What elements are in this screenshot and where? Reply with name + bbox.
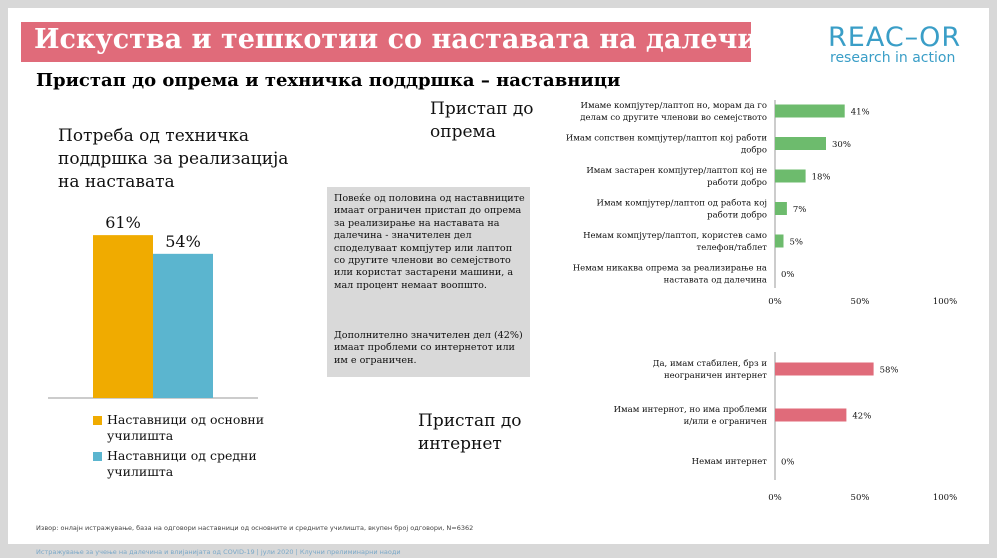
equipment-value-label-6: 0%: [781, 270, 795, 280]
internet-heading: Пристап до интернет: [418, 411, 522, 454]
internet-category-label-2-line-2: и/или е ограничен: [683, 417, 767, 427]
equipment-value-label-5: 5%: [789, 237, 803, 248]
support-bar-label-1: 61%: [105, 213, 141, 233]
equipment-value-label-4: 7%: [792, 205, 807, 215]
internet-category-label-2-line-1: Имам интернот, но има проблеми: [613, 405, 767, 415]
source-note: Извор: онлајн истражување, база на одговори наставници од основните и средните училишта, вкупен број одговори, N=6362: [36, 524, 474, 532]
equipment-category-label-2-line-1: Имам сопствен компјутер/лаптоп кој работи: [565, 133, 767, 144]
internet-x-tick-3: 100%: [932, 493, 958, 503]
legend-label-secondary: Наставници од средни училишта: [107, 448, 257, 479]
equipment-x-tick-3: 100%: [932, 297, 958, 307]
equipment-category-label-1-line-2: делам со другите членови во семејството: [580, 113, 767, 123]
equipment-value-label-2: 30%: [832, 140, 851, 150]
internet-x-tick-1: 0%: [768, 493, 782, 503]
equipment-category-label-1-line-1: Имаме компјутер/лаптоп но, морам да го: [580, 101, 767, 111]
equipment-category-label-3-line-1: Имам застарен компјутер/лаптоп кој не: [586, 166, 767, 176]
internet-bar-2: [775, 409, 846, 422]
equipment-x-tick-1: 0%: [768, 297, 782, 307]
equipment-heading: Пристап до опрема: [430, 99, 534, 142]
internet-value-label-1: 58%: [879, 365, 899, 376]
page-title: Искуства и тешкотии со наставата на далечина: [34, 24, 795, 55]
equipment-value-label-3: 18%: [811, 172, 831, 183]
equipment-category-label-3-line-2: работи добро: [707, 178, 767, 188]
internet-value-label-3: 0%: [781, 457, 795, 468]
support-chart-heading: Потреба од техничка поддршка за реализација на наставата: [58, 126, 289, 192]
internet-bar-1: [775, 363, 874, 376]
equipment-category-label-2-line-2: добро: [740, 145, 767, 156]
equipment-category-label-6-line-2: наставата од далечина: [663, 275, 767, 286]
note-paragraph-2: Дополнително значителен дел (42%) имаат проблеми со интернетот или им е ограничен.: [334, 330, 523, 366]
internet-value-label-2: 42%: [852, 411, 872, 422]
equipment-value-label-1: 41%: [850, 107, 870, 118]
support-bar-label-2: 54%: [165, 231, 201, 251]
page-subtitle: Пристап до опрема и техничка поддршка – наставници: [36, 70, 621, 91]
equipment-category-label-4-line-2: работи добро: [707, 210, 767, 221]
note-paragraph-1: Повеќе од половина од наставниците имаат ограничен пристап до опрема за реализирање на наставата на далечина - значителен дел споделуваат компјутер или лаптоп со другите членови во семејството или користат застарени машини, а мал процент немаат воопшто.: [334, 193, 525, 291]
legend-label-primary: Наставници од основни училишта: [107, 412, 265, 443]
equipment-category-label-6-line-1: Немам никаква опрема за реализирање на: [572, 263, 767, 274]
internet-x-tick-2: 50%: [850, 493, 870, 503]
logo-tagline: research in action: [830, 50, 956, 66]
logo-wordmark: REAC–OR: [828, 22, 962, 53]
equipment-category-label-5-line-2: телефон/таблет: [696, 243, 767, 253]
internet-category-label-1-line-1: Да, имам стабилен, брз и: [652, 359, 767, 369]
footer-caption: Истражување за учење на далечина и влијанијата од COVID-19 | јули 2020 | Клучни прелиминарни наоди: [36, 548, 401, 556]
equipment-category-label-5-line-1: Немам компјутер/лаптоп, користев само: [583, 231, 767, 241]
internet-category-label-3-line-1: Немам интернет: [691, 457, 767, 467]
internet-category-label-1-line-2: неограничен интернет: [663, 371, 767, 381]
equipment-category-label-4-line-1: Имам компјутер/лаптоп од работа кој: [596, 198, 767, 209]
equipment-x-tick-2: 50%: [850, 297, 870, 307]
